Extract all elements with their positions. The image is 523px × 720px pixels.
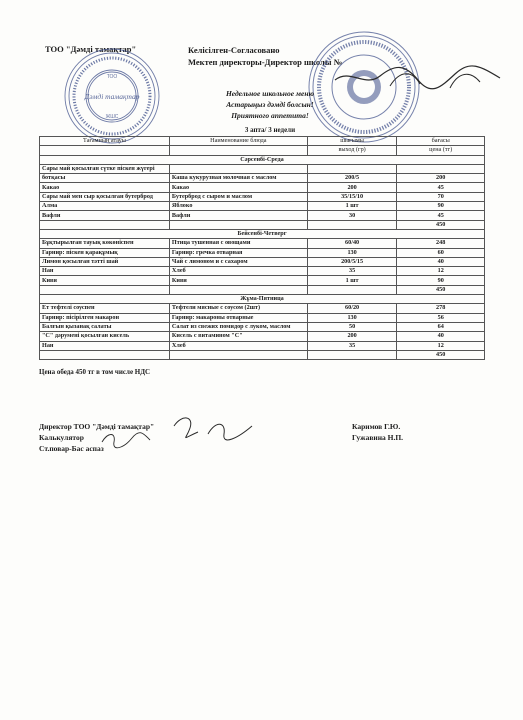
dish-kz: Алма — [40, 202, 170, 211]
table-row — [40, 332, 485, 341]
dish-ru: Бутерброд с сыром и маслом — [169, 192, 307, 201]
portion: 35 — [307, 267, 397, 276]
table-row — [40, 174, 485, 183]
dish-ru: Какао — [169, 183, 307, 192]
day-total: 450 — [397, 285, 485, 294]
price: 40 — [397, 332, 485, 341]
column-subheader: цена (тг) — [397, 146, 485, 155]
table-row — [40, 164, 485, 173]
table-row — [40, 322, 485, 331]
portion: 35/15/10 — [307, 192, 397, 201]
role-chef: Ст.повар-Бас аспаз — [39, 444, 104, 453]
table-cell — [40, 350, 170, 359]
name-director: Каримов Г.Ю. — [352, 422, 401, 431]
stamp-bottom-text: ЖШС — [105, 114, 119, 120]
portion: 200 — [307, 332, 397, 341]
dish-kz: Сары май мен сыр қосылған бутерброд — [40, 192, 170, 201]
table-row — [40, 211, 485, 220]
dish-kz: Гарнир: піскен қарақұмық — [40, 248, 170, 257]
role-calculator: Калькулятор — [39, 433, 84, 442]
day-name: Сәрсенбі-Среда — [40, 155, 485, 164]
approval-line-1: Келісілген-Согласовано — [188, 45, 280, 55]
table-row — [40, 239, 485, 248]
price: 90 — [397, 276, 485, 285]
dish-kz: "С" дәрумені қосылған кисель — [40, 332, 170, 341]
table-row — [40, 276, 485, 285]
dish-ru: Хлеб — [169, 267, 307, 276]
day-total: 450 — [397, 220, 485, 229]
price: 248 — [397, 239, 485, 248]
signature-names — [352, 421, 403, 443]
price: 56 — [397, 313, 485, 322]
day-name: Бейсенбі-Четверг — [40, 229, 485, 238]
table-header-row — [40, 137, 485, 146]
dish-ru: Каша кукурузная молочная с маслом — [169, 174, 307, 183]
dish-kz: Нан — [40, 341, 170, 350]
column-subheader: выход (гр) — [307, 146, 397, 155]
column-header: шығымы — [307, 137, 397, 146]
price: 12 — [397, 267, 485, 276]
day-header-row — [40, 155, 485, 164]
table-cell — [169, 285, 307, 294]
dish-kz: Балғын қызанақ салаты — [40, 322, 170, 331]
day-total-row — [40, 350, 485, 359]
price: 60 — [397, 248, 485, 257]
table-cell — [169, 220, 307, 229]
dish-kz: Нан — [40, 267, 170, 276]
dish-kz: Бұқтырылған тауық көкөніспен — [40, 239, 170, 248]
table-row — [40, 248, 485, 257]
portion: 200/5 — [307, 174, 397, 183]
table-row — [40, 202, 485, 211]
company-name: ТОО "Дәмді тамақтар" — [45, 44, 137, 54]
name-calculator: Гужавина Н.П. — [352, 433, 404, 442]
dish-kz: Вафли — [40, 211, 170, 220]
week-label: 3 апта/ 3 недели — [244, 126, 296, 134]
price: 64 — [397, 322, 485, 331]
portion: 60/20 — [307, 304, 397, 313]
dish-kz: Гарнир: пісірілген макарон — [40, 313, 170, 322]
dish-kz: Киви — [40, 276, 170, 285]
price-note: Цена обеда 450 тг в том числе НДС — [39, 368, 151, 376]
table-cell — [307, 220, 397, 229]
dish-ru: Гарнир: макароны отварные — [169, 313, 307, 322]
price: 70 — [397, 192, 485, 201]
dish-kz: Какао — [40, 183, 170, 192]
intro-wish-ru: Приятного аппетита! — [231, 111, 309, 120]
price: 90 — [397, 202, 485, 211]
day-total-row — [40, 285, 485, 294]
portion: 1 шт — [307, 202, 397, 211]
dish-ru: Птица тушенная с овощами — [169, 239, 307, 248]
portion: 130 — [307, 313, 397, 322]
table-cell — [169, 350, 307, 359]
table-row — [40, 304, 485, 313]
dish-ru: Киви — [169, 276, 307, 285]
approval-line-2: Мектеп директоры-Директор школы № — [188, 57, 343, 67]
portion: 60/40 — [307, 239, 397, 248]
dish-kz: Ет тефтелі соуспен — [40, 304, 170, 313]
price — [397, 164, 485, 173]
stamp-center-text: Дәмді тамақтар — [84, 92, 140, 101]
dish-kz: ботқасы — [40, 174, 170, 183]
price: 200 — [397, 174, 485, 183]
dish-ru: Чай с лимоном и с сахаром — [169, 257, 307, 266]
portion: 30 — [307, 211, 397, 220]
stamp-top-text: ТОО — [106, 74, 118, 80]
table-header-subrow — [40, 146, 485, 155]
table-row — [40, 183, 485, 192]
table-cell — [307, 285, 397, 294]
portion — [307, 164, 397, 173]
table-row — [40, 192, 485, 201]
dish-kz: Лимон қосылған тәтті шай — [40, 257, 170, 266]
column-subheader — [40, 146, 170, 155]
price: 12 — [397, 341, 485, 350]
price: 278 — [397, 304, 485, 313]
column-subheader — [169, 146, 307, 155]
day-name: Жұма-Пятница — [40, 295, 485, 304]
table-row — [40, 257, 485, 266]
menu-table — [39, 136, 485, 360]
portion: 1 шт — [307, 276, 397, 285]
column-header: бағасы — [397, 137, 485, 146]
portion: 130 — [307, 248, 397, 257]
dish-ru: Яблоко — [169, 202, 307, 211]
dish-ru: Кисель с витамином "С" — [169, 332, 307, 341]
price: 45 — [397, 183, 485, 192]
table-row — [40, 267, 485, 276]
price: 45 — [397, 211, 485, 220]
intro-title: Недельное школьное меню — [225, 89, 315, 98]
portion: 35 — [307, 341, 397, 350]
dish-ru: Салат из свежих помидор с луком, маслом — [169, 322, 307, 331]
calculator-sign — [98, 428, 153, 450]
table-row — [40, 341, 485, 350]
dish-kz: Сары май қосылған сүтке піскен жүгері — [40, 164, 170, 173]
price: 40 — [397, 257, 485, 266]
table-cell — [40, 220, 170, 229]
director-sign-bottom — [168, 412, 258, 444]
dish-ru: Хлеб — [169, 341, 307, 350]
table-row — [40, 313, 485, 322]
table-cell — [307, 350, 397, 359]
dish-ru — [169, 164, 307, 173]
column-header: Наименование блюда — [169, 137, 307, 146]
table-cell — [40, 285, 170, 294]
company-stamp — [62, 46, 162, 146]
day-total-row — [40, 220, 485, 229]
column-header: Тағамның атауы — [40, 137, 170, 146]
portion: 200 — [307, 183, 397, 192]
menu-intro — [170, 88, 370, 121]
day-header-row — [40, 295, 485, 304]
dish-ru: Вафли — [169, 211, 307, 220]
dish-ru: Гарнир: гречка отварная — [169, 248, 307, 257]
menu-table-body — [40, 137, 485, 360]
day-header-row — [40, 229, 485, 238]
dish-ru: Тефтели мясные с соусом (2шт) — [169, 304, 307, 313]
intro-wish-kz: Астарыңыз дәмді болсын! — [226, 100, 314, 109]
day-total: 450 — [397, 350, 485, 359]
portion: 200/5/15 — [307, 257, 397, 266]
role-director: Директор ТОО "Дәмді тамақтар" — [39, 422, 155, 431]
portion: 50 — [307, 322, 397, 331]
